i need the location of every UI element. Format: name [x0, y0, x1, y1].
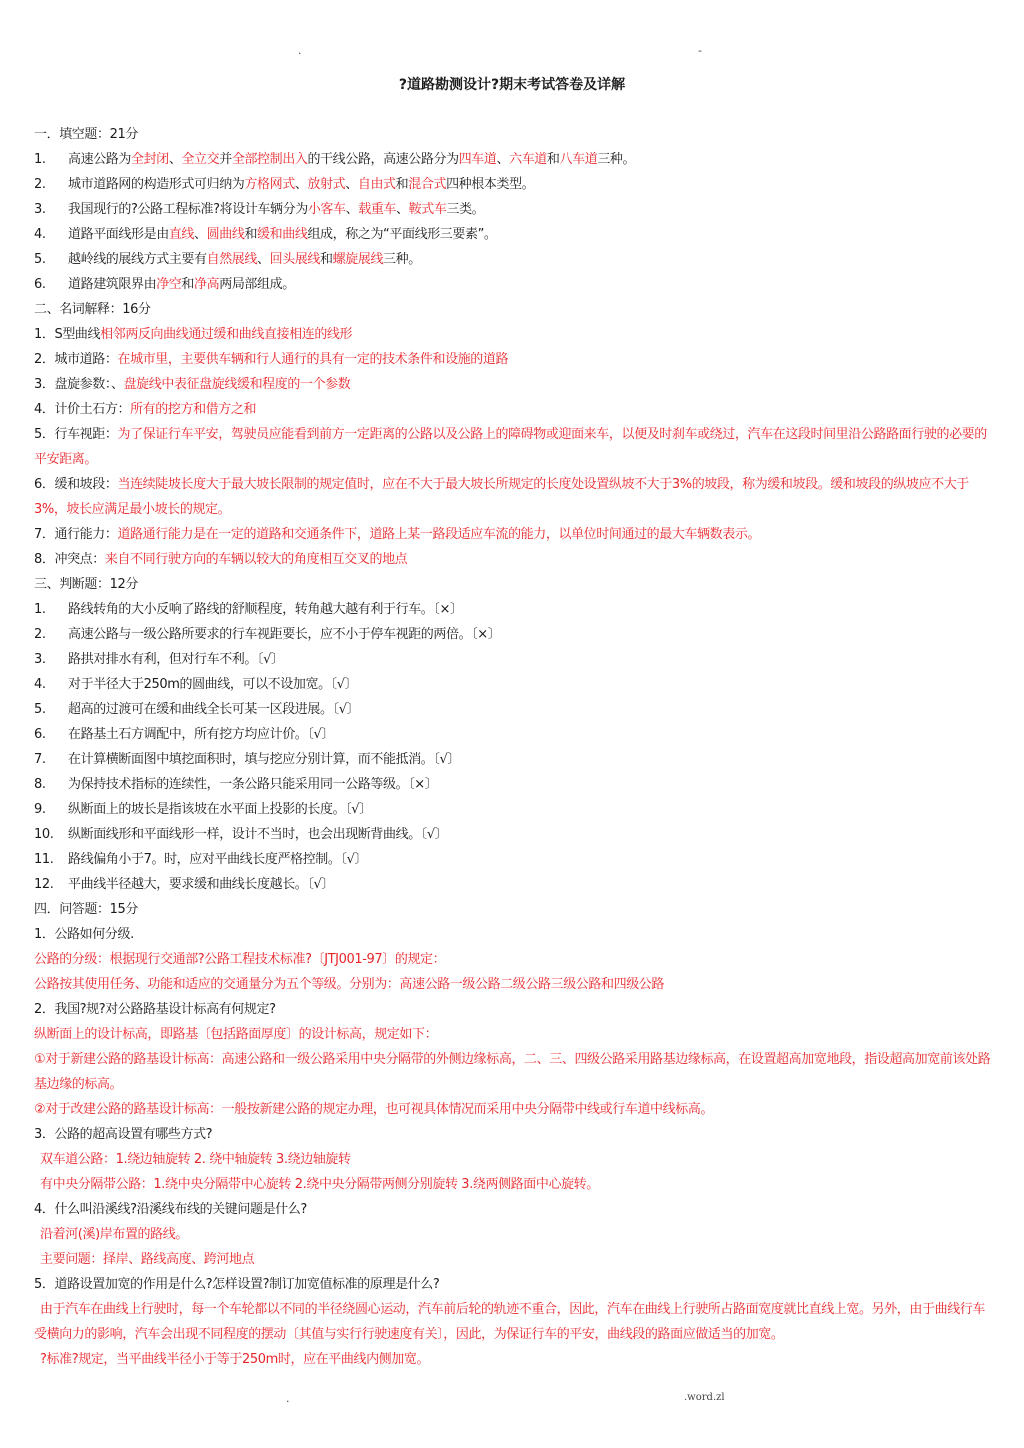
fill-item: 3. 我国现行的?公路工程标准?将设计车辆分为小客车、载重车、鞍式车三类。	[34, 202, 485, 217]
judge-item: 1. 路线转角的大小反响了路线的舒顺程度，转角越大越有利于行车。〔×〕	[34, 602, 463, 617]
judge-item: 4. 对于半径大于250m的圆曲线，可以不设加宽。〔√〕	[34, 677, 358, 692]
judge-item: 10. 纵断面线形和平面线形一样，设计不当时，也会出现断背曲线。〔√〕	[34, 827, 448, 842]
judge-item: 7. 在计算横断面图中填挖面积时，填与挖应分别计算，而不能抵消。〔√〕	[34, 752, 460, 767]
section-heading-qa: 四．问答题：15分	[34, 902, 138, 917]
fill-item: 6. 道路建筑限界由净空和净高两局部组成。	[34, 277, 295, 292]
question: 2．我国?规?对公路路基设计标高有何规定?	[34, 1002, 276, 1017]
judge-item: 3. 路拱对排水有利，但对行车不利。〔√〕	[34, 652, 284, 667]
document-body	[34, 122, 992, 1372]
term-item: 3．盘旋参数：、盘旋线中表征盘旋线缓和程度的一个参数	[34, 377, 351, 392]
answer: 由于汽车在曲线上行驶时，每一个车轮都以不同的半径绕圆心运动，汽车前后轮的轨迹不重合，因此，汽车在曲线上行驶所占路面宽度就比直线上宽。另外，由于曲线行车受横向力的影响，汽车会出现不同程度的摆动〔其值与实行行驶速度有关〕，因此，为保证行车的平安，曲线段的路面应做适当的加宽。	[34, 1302, 986, 1342]
term-item: 6．缓和坡段：当连续陡坡长度大于最大坡长限制的规定值时，应在不大于最大坡长所规定的长度处设置纵坡不大于3%的坡段，称为缓和坡段。缓和坡段的纵坡应不大于3%，坡长应满足最小坡长的规定。	[34, 477, 969, 517]
answer: ?标准?规定，当平曲线半径小于等于250m时，应在平曲线内侧加宽。	[40, 1352, 430, 1367]
judge-item: 12. 平曲线半径越大，要求缓和曲线长度越长。〔√〕	[34, 877, 334, 892]
answer: 沿着河(溪)岸布置的路线。	[40, 1227, 188, 1242]
answer: 公路的分级：根据现行交通部?公路工程技术标准?〔JTJ001-97〕的规定：	[34, 952, 446, 967]
fill-item: 5. 越岭线的展线方式主要有自然展线、回头展线和螺旋展线三种。	[34, 252, 421, 267]
judge-item: 6. 在路基土石方调配中，所有挖方均应计价。〔√〕	[34, 727, 334, 742]
judge-item: 8. 为保持技术指标的连续性，一条公路只能采用同一公路等级。〔×〕	[34, 777, 438, 792]
term-item: 8．冲突点：来自不同行驶方向的车辆以较大的角度相互交叉的地点	[34, 552, 408, 567]
fill-item: 4. 道路平面线形是由直线、圆曲线和缓和曲线组成，称之为“平面线形三要素”。	[34, 227, 497, 242]
header-mark-right: -	[698, 44, 702, 57]
answer: 公路按其使用任务、功能和适应的交通量分为五个等级。分别为：高速公路一级公路二级公路三级公路和四级公路	[34, 977, 665, 992]
term-item: 1．S型曲线相邻两反向曲线通过缓和曲线直接相连的线形	[34, 327, 353, 342]
judge-item: 5. 超高的过渡可在缓和曲线全长可某一区段进展。〔√〕	[34, 702, 360, 717]
header-mark-left: .	[298, 44, 302, 57]
answer: ①对于新建公路的路基设计标高：高速公路和一级公路采用中央分隔带的外侧边缘标高，二、三、四级公路采用路基边缘标高，在设置超高加宽地段，指设超高加宽前该处路基边缘的标高。	[34, 1052, 991, 1092]
judge-item: 11. 路线偏角小于7。时，应对平曲线长度严格控制。〔√〕	[34, 852, 368, 867]
answer: 纵断面上的设计标高，即路基〔包括路面厚度〕的设计标高，规定如下：	[34, 1027, 438, 1042]
footer-watermark: .word.zl	[684, 1392, 725, 1403]
answer: 有中央分隔带公路：1.绕中央分隔带中心旋转 2.绕中央分隔带两侧分别旋转 3.绕两侧路面中心旋转。	[40, 1177, 599, 1192]
answer: 主要问题：择岸、路线高度、跨河地点	[40, 1252, 255, 1267]
term-item: 2．城市道路：在城市里，主要供车辆和行人通行的具有一定的技术条件和设施的道路	[34, 352, 509, 367]
judge-item: 9. 纵断面上的坡长是指该坡在水平面上投影的长度。〔√〕	[34, 802, 372, 817]
answer: 双车道公路：1.绕边轴旋转 2. 绕中轴旋转 3.绕边轴旋转	[40, 1152, 351, 1167]
question: 4．什么叫沿溪线?沿溪线布线的关键问题是什么?	[34, 1202, 307, 1217]
section-heading-fill: 一．填空题：21分	[34, 127, 138, 142]
term-item: 7．通行能力：道路通行能力是在一定的道路和交通条件下，道路上某一路段适应车流的能力，以单位时间通过的最大车辆数表示。	[34, 527, 761, 542]
term-item: 5．行车视距：为了保证行车平安，驾驶员应能看到前方一定距离的公路以及公路上的障碍物或迎面来车，以便及时刹车或绕过，汽车在这段时间里沿公路路面行驶的必要的平安距离。	[34, 427, 987, 467]
question: 3．公路的超高设置有哪些方式?	[34, 1127, 213, 1142]
term-item: 4．计价土石方：所有的挖方和借方之和	[34, 402, 257, 417]
fill-item: 2. 城市道路网的构造形式可归纳为方格网式、放射式、自由式和混合式四种根本类型。	[34, 177, 535, 192]
question: 1．公路如何分级.	[34, 927, 134, 942]
footer-mark: .	[286, 1392, 290, 1405]
section-heading-judge: 三、判断题：12分	[34, 577, 138, 592]
page-title: ?道路勘测设计?期末考试答卷及详解	[398, 77, 626, 93]
fill-item: 1. 高速公路为全封闭、全立交并全部控制出入的干线公路，高速公路分为四车道、六车道和八车道三种。	[34, 152, 636, 167]
question: 5．道路设置加宽的作用是什么?怎样设置?制订加宽值标准的原理是什么?	[34, 1277, 440, 1292]
judge-item: 2. 高速公路与一级公路所要求的行车视距要长，应不小于停车视距的两倍。〔×〕	[34, 627, 501, 642]
section-heading-terms: 二、名词解释：16分	[34, 302, 151, 317]
answer: ②对于改建公路的路基设计标高：一般按新建公路的规定办理，也可视具体情况而采用中央分隔带中线或行车道中线标高。	[34, 1102, 714, 1117]
